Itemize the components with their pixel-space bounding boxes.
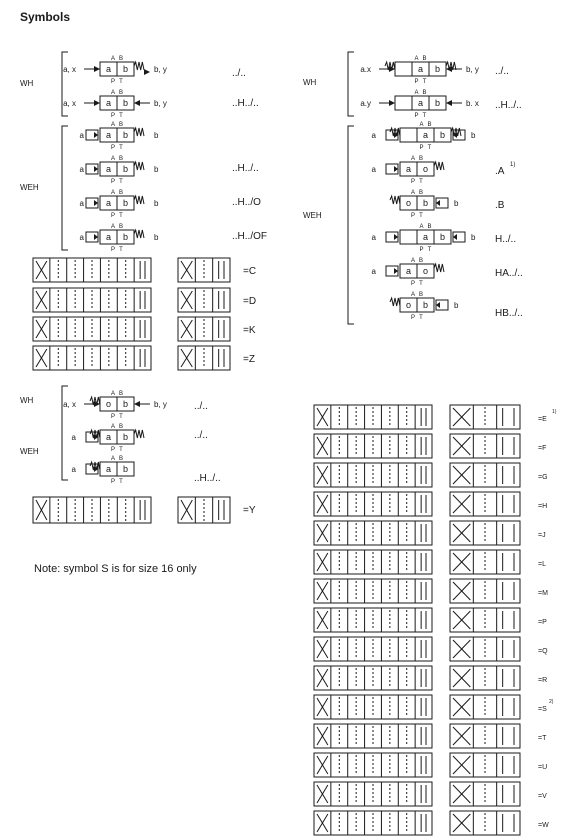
spool-position-label: b bbox=[434, 98, 441, 108]
right-spring bbox=[434, 264, 444, 272]
operator-label-right: b bbox=[154, 199, 159, 208]
port-b-label: B bbox=[118, 156, 124, 162]
spool-symbol-right-small bbox=[450, 724, 520, 748]
port-b-label: B bbox=[427, 224, 432, 230]
spool-symbol-right-large bbox=[314, 405, 432, 429]
operator-label-left: a bbox=[371, 267, 376, 276]
type-code-right: H../.. bbox=[495, 234, 517, 245]
type-code: ..H../OF bbox=[232, 231, 267, 242]
spool-symbol-right-small bbox=[450, 579, 520, 603]
port-b-label: B bbox=[118, 90, 124, 96]
spool-position-label: b bbox=[122, 399, 129, 409]
left-spring bbox=[390, 196, 400, 204]
operator-label-left: a bbox=[79, 165, 84, 174]
port-a-label: A bbox=[110, 56, 116, 62]
group-label-weh-left: WEH bbox=[20, 183, 39, 192]
port-t-label: T bbox=[119, 79, 123, 85]
right-spring bbox=[134, 196, 144, 204]
spool-code-right: =Q bbox=[538, 648, 548, 655]
valve-symbol bbox=[80, 224, 159, 253]
bracket-weh-right bbox=[348, 126, 354, 324]
spool-symbol-right-small bbox=[450, 434, 520, 458]
port-p-label: P bbox=[110, 113, 116, 119]
port-b-label: B bbox=[418, 190, 424, 196]
spool-position-label: b bbox=[439, 130, 446, 140]
spool-code-right: =V bbox=[538, 793, 547, 800]
right-spring bbox=[134, 162, 144, 170]
type-code: ..H../.. bbox=[232, 163, 259, 174]
spool-position-label: a bbox=[422, 130, 429, 140]
spool-symbol-right-large bbox=[314, 753, 432, 777]
spool-position-label: a bbox=[105, 64, 112, 74]
spool-code-right: =H bbox=[538, 503, 548, 510]
spool-code-right: =G bbox=[538, 474, 548, 481]
operator-label-left: a, x bbox=[63, 65, 76, 74]
spool-symbol-right-large bbox=[314, 724, 432, 748]
port-p-label: P bbox=[110, 145, 116, 151]
footnote-marker: 1) bbox=[510, 162, 516, 168]
right-spring bbox=[134, 430, 144, 438]
port-t-label: T bbox=[419, 315, 423, 321]
port-a-label: A bbox=[110, 122, 116, 128]
spool-symbol-right-small bbox=[450, 608, 520, 632]
right-spring bbox=[134, 230, 144, 238]
right-operator-arrow bbox=[134, 100, 140, 106]
port-a-label: A bbox=[414, 56, 419, 62]
valve-symbol bbox=[80, 190, 159, 219]
operator-label-right: b. x bbox=[466, 99, 479, 108]
right-spring bbox=[434, 162, 444, 170]
spool-symbol-left-large bbox=[33, 317, 151, 341]
right-spring bbox=[134, 62, 144, 70]
spool-position-label: a bbox=[417, 98, 424, 108]
spool-symbol-y-small bbox=[178, 497, 230, 523]
port-p-label: P bbox=[410, 213, 416, 219]
spool-symbol-right-small bbox=[450, 695, 520, 719]
spool-symbol-right-large bbox=[314, 811, 432, 835]
spool-position-label: b bbox=[434, 64, 441, 74]
spool-position-label: a bbox=[417, 64, 424, 74]
type-code-bottom: ../.. bbox=[194, 401, 208, 412]
spool-position-label: b bbox=[122, 130, 129, 140]
spool-symbol-right-small bbox=[450, 405, 520, 429]
spool-symbol-left-small bbox=[178, 346, 230, 370]
spool-symbol-left-small bbox=[178, 288, 230, 312]
type-code-right: .A bbox=[495, 166, 505, 177]
operator-label-left: a bbox=[371, 233, 376, 242]
spool-code-right: =L bbox=[538, 561, 546, 568]
port-p-label: P bbox=[110, 479, 116, 485]
port-a-label: A bbox=[110, 391, 116, 397]
operator-label-right: b, y bbox=[154, 65, 167, 74]
valve-symbol bbox=[372, 156, 444, 185]
diagram-content bbox=[20, 52, 557, 835]
spool-position-label: b bbox=[122, 432, 129, 442]
right-spring bbox=[134, 128, 144, 136]
spool-code-right: =J bbox=[538, 532, 546, 539]
spool-symbol-right-small bbox=[450, 811, 520, 835]
spool-symbol-right-small bbox=[450, 463, 520, 487]
spool-symbol-right-large bbox=[314, 666, 432, 690]
valve-symbol bbox=[63, 391, 167, 420]
spool-position-label: a bbox=[105, 98, 112, 108]
valve-symbol bbox=[360, 90, 479, 119]
port-p-label: P bbox=[110, 247, 116, 253]
right-pilot-triangle bbox=[436, 200, 440, 206]
spool-footnote-2: 2) bbox=[549, 699, 554, 705]
spool-position-label: o bbox=[405, 198, 412, 208]
right-operator-arrow bbox=[446, 100, 452, 106]
spool-position-label: o bbox=[422, 266, 429, 276]
port-t-label: T bbox=[419, 281, 423, 287]
type-code: ..H../.. bbox=[232, 98, 259, 109]
spool-position-label: a bbox=[105, 232, 112, 242]
spool-position-label: a bbox=[405, 164, 412, 174]
spool-position-label: a bbox=[105, 130, 112, 140]
spool-symbol-right-large bbox=[314, 782, 432, 806]
left-pilot-triangle bbox=[394, 234, 398, 240]
operator-label-left: a.y bbox=[360, 99, 371, 108]
type-code-bottom: ..H../.. bbox=[194, 473, 221, 484]
left-operator-arrow bbox=[94, 100, 100, 106]
spool-code-right: =U bbox=[538, 764, 548, 771]
group-label-weh-right: WEH bbox=[303, 211, 322, 220]
type-code-right: HA../.. bbox=[495, 268, 523, 279]
spool-position-label: a bbox=[105, 198, 112, 208]
spool-position-label: a bbox=[105, 164, 112, 174]
group-label-wh-bottom: WH bbox=[20, 396, 34, 405]
spool-symbol-left-large bbox=[33, 346, 151, 370]
left-pilot-triangle bbox=[94, 132, 98, 138]
spool-position-label: a bbox=[422, 232, 429, 242]
left-pilot-triangle bbox=[94, 234, 98, 240]
port-t-label: T bbox=[119, 179, 123, 185]
spool-symbol-right-small bbox=[450, 782, 520, 806]
spool-position-label: b bbox=[122, 232, 129, 242]
port-p-label: P bbox=[419, 247, 424, 253]
port-a-label: A bbox=[410, 156, 416, 162]
port-b-label: B bbox=[118, 391, 124, 397]
spool-code-left: =C bbox=[243, 266, 257, 277]
spool-symbol-right-small bbox=[450, 521, 520, 545]
port-p-label: P bbox=[110, 213, 116, 219]
spool-position-label: b bbox=[122, 464, 129, 474]
type-code-right: HB../.. bbox=[495, 308, 523, 319]
port-a-label: A bbox=[410, 190, 416, 196]
port-t-label: T bbox=[427, 145, 432, 151]
valve-symbol bbox=[63, 56, 167, 85]
port-a-label: A bbox=[110, 156, 116, 162]
group-label-wh-right: WH bbox=[303, 78, 317, 87]
operator-label-left: a bbox=[79, 199, 84, 208]
port-p-label: P bbox=[110, 414, 116, 420]
bracket-wh-right bbox=[348, 52, 354, 116]
valve-symbol bbox=[390, 292, 459, 321]
size-note: Note: symbol S is for size 16 only bbox=[34, 563, 197, 575]
valve-symbol bbox=[372, 122, 476, 151]
operator-label-left: a bbox=[371, 165, 376, 174]
operator-label-right: b bbox=[454, 199, 459, 208]
port-a-label: A bbox=[419, 224, 424, 230]
spool-position-label: o bbox=[105, 399, 112, 409]
port-t-label: T bbox=[422, 79, 427, 85]
port-p-label: P bbox=[414, 113, 419, 119]
spool-symbol-y-large bbox=[33, 497, 151, 523]
spool-code-right: =M bbox=[538, 590, 548, 597]
port-a-label: A bbox=[110, 190, 116, 196]
port-a-label: A bbox=[414, 90, 419, 96]
spool-code-right: =T bbox=[538, 735, 547, 742]
valve-symbol bbox=[390, 190, 459, 219]
port-b-label: B bbox=[118, 224, 124, 230]
group-label-wh-left: WH bbox=[20, 79, 34, 88]
left-spring bbox=[390, 298, 400, 306]
port-p-label: P bbox=[110, 179, 116, 185]
port-b-label: B bbox=[118, 190, 124, 196]
spool-code-right: =F bbox=[538, 445, 547, 452]
spool-code-left: =K bbox=[243, 325, 256, 336]
port-a-label: A bbox=[410, 292, 416, 298]
port-t-label: T bbox=[119, 113, 123, 119]
port-t-label: T bbox=[419, 213, 423, 219]
spool-symbol-right-small bbox=[450, 550, 520, 574]
operator-label-left: a bbox=[79, 131, 84, 140]
port-p-label: P bbox=[110, 447, 116, 453]
spool-code-left: =Z bbox=[243, 354, 255, 365]
left-pilot-triangle bbox=[394, 166, 398, 172]
port-b-label: B bbox=[118, 424, 124, 430]
operator-label-left: a.x bbox=[360, 65, 371, 74]
spool-symbol-right-small bbox=[450, 753, 520, 777]
spool-code-right: =R bbox=[538, 677, 548, 684]
spool-symbol-right-large bbox=[314, 579, 432, 603]
spool-symbol-right-large bbox=[314, 637, 432, 661]
port-t-label: T bbox=[119, 414, 123, 420]
port-b-label: B bbox=[118, 456, 124, 462]
spool-code-right: =S bbox=[538, 706, 547, 713]
port-t-label: T bbox=[119, 447, 123, 453]
operator-label-right: b, y bbox=[154, 99, 167, 108]
port-p-label: P bbox=[419, 145, 424, 151]
type-code-right: ../.. bbox=[495, 66, 509, 77]
type-code: ../.. bbox=[232, 68, 246, 79]
operator-label-right: b bbox=[454, 301, 459, 310]
operator-label-right: b, y bbox=[154, 400, 167, 409]
port-a-label: A bbox=[110, 456, 116, 462]
operator-label-left: a bbox=[71, 465, 76, 474]
spool-code-right: =W bbox=[538, 822, 549, 829]
spool-position-label: a bbox=[105, 464, 112, 474]
bracket-weh-left bbox=[62, 126, 68, 250]
valve-symbol bbox=[80, 122, 159, 151]
port-t-label: T bbox=[119, 247, 123, 253]
right-pilot-triangle bbox=[453, 234, 457, 240]
operator-label-left: a bbox=[371, 131, 376, 140]
operator-label-left: a, x bbox=[63, 400, 76, 409]
spool-symbol-right-small bbox=[450, 666, 520, 690]
operator-label-right: b bbox=[471, 233, 476, 242]
operator-label-left: a, x bbox=[63, 99, 76, 108]
valve-symbol bbox=[63, 90, 167, 119]
spool-position-label: a bbox=[105, 432, 112, 442]
spool-symbol-left-small bbox=[178, 258, 230, 282]
port-a-label: A bbox=[110, 224, 116, 230]
port-b-label: B bbox=[418, 156, 424, 162]
port-b-label: B bbox=[422, 90, 427, 96]
type-code-right: ..H../.. bbox=[495, 100, 522, 111]
operator-label-right: b, y bbox=[466, 65, 479, 74]
port-b-label: B bbox=[427, 122, 432, 128]
valve-symbol bbox=[72, 456, 134, 485]
port-b-label: B bbox=[418, 258, 424, 264]
spool-position-label: b bbox=[122, 64, 129, 74]
right-operator-arrow bbox=[134, 401, 140, 407]
valve-symbol bbox=[372, 258, 444, 287]
valve-symbol bbox=[80, 156, 159, 185]
spool-position-label: o bbox=[422, 164, 429, 174]
port-t-label: T bbox=[119, 145, 123, 151]
spool-code-right: =P bbox=[538, 619, 547, 626]
port-p-label: P bbox=[414, 79, 419, 85]
valve-symbol bbox=[360, 56, 479, 85]
spool-symbol-right-large bbox=[314, 434, 432, 458]
operator-label-right: b bbox=[154, 233, 159, 242]
spool-symbol-right-large bbox=[314, 521, 432, 545]
operator-label-left: a bbox=[71, 433, 76, 442]
type-code-bottom: ../.. bbox=[194, 430, 208, 441]
left-pilot-triangle bbox=[394, 268, 398, 274]
spool-position-label: b bbox=[422, 300, 429, 310]
spool-position-label: b bbox=[422, 198, 429, 208]
port-a-label: A bbox=[410, 258, 416, 264]
spool-symbol-right-small bbox=[450, 637, 520, 661]
port-a-label: A bbox=[110, 90, 116, 96]
port-t-label: T bbox=[119, 213, 123, 219]
spool-symbol-right-large bbox=[314, 695, 432, 719]
right-pilot-triangle bbox=[436, 302, 440, 308]
port-p-label: P bbox=[410, 315, 416, 321]
left-pilot-triangle bbox=[94, 200, 98, 206]
type-code-right: .B bbox=[495, 200, 505, 211]
spool-position-label: b bbox=[439, 232, 446, 242]
spool-position-label: o bbox=[405, 300, 412, 310]
port-p-label: P bbox=[410, 281, 416, 287]
operator-label-right: b bbox=[154, 165, 159, 174]
page-title: Symbols bbox=[20, 10, 71, 24]
port-t-label: T bbox=[119, 479, 123, 485]
port-t-label: T bbox=[427, 247, 432, 253]
port-a-label: A bbox=[419, 122, 424, 128]
operator-label-left: a bbox=[79, 233, 84, 242]
left-operator-arrow bbox=[94, 66, 100, 72]
operator-label-right: b bbox=[154, 131, 159, 140]
spool-position-label: b bbox=[122, 98, 129, 108]
port-b-label: B bbox=[118, 56, 124, 62]
operator-label-right: b bbox=[471, 131, 476, 140]
port-b-label: B bbox=[118, 122, 124, 128]
port-b-label: B bbox=[422, 56, 427, 62]
right-operator-arrow-top bbox=[144, 69, 150, 75]
spool-code-right: =E bbox=[538, 416, 547, 423]
port-a-label: A bbox=[110, 424, 116, 430]
group-label-weh-bottom: WEH bbox=[20, 447, 39, 456]
spool-symbol-left-small bbox=[178, 317, 230, 341]
port-b-label: B bbox=[418, 292, 424, 298]
port-p-label: P bbox=[110, 79, 116, 85]
port-t-label: T bbox=[422, 113, 427, 119]
left-pilot-triangle bbox=[94, 166, 98, 172]
spool-symbol-right-small bbox=[450, 492, 520, 516]
valve-symbol bbox=[72, 424, 144, 453]
spool-position-label: b bbox=[122, 198, 129, 208]
valve-symbol bbox=[372, 224, 476, 253]
spool-symbol-right-large bbox=[314, 492, 432, 516]
spool-footnote: 1) bbox=[552, 409, 557, 415]
spool-code-left: =D bbox=[243, 296, 257, 307]
spool-symbol-left-large bbox=[33, 288, 151, 312]
spool-code-y: =Y bbox=[243, 505, 256, 516]
spool-symbol-right-large bbox=[314, 550, 432, 574]
port-p-label: P bbox=[410, 179, 416, 185]
type-code: ..H../O bbox=[232, 197, 261, 208]
port-t-label: T bbox=[419, 179, 423, 185]
spool-position-label: a bbox=[405, 266, 412, 276]
spool-symbol-left-large bbox=[33, 258, 151, 282]
spool-symbol-right-large bbox=[314, 463, 432, 487]
spool-position-label: b bbox=[122, 164, 129, 174]
left-operator-arrow bbox=[389, 100, 395, 106]
spool-symbol-right-large bbox=[314, 608, 432, 632]
